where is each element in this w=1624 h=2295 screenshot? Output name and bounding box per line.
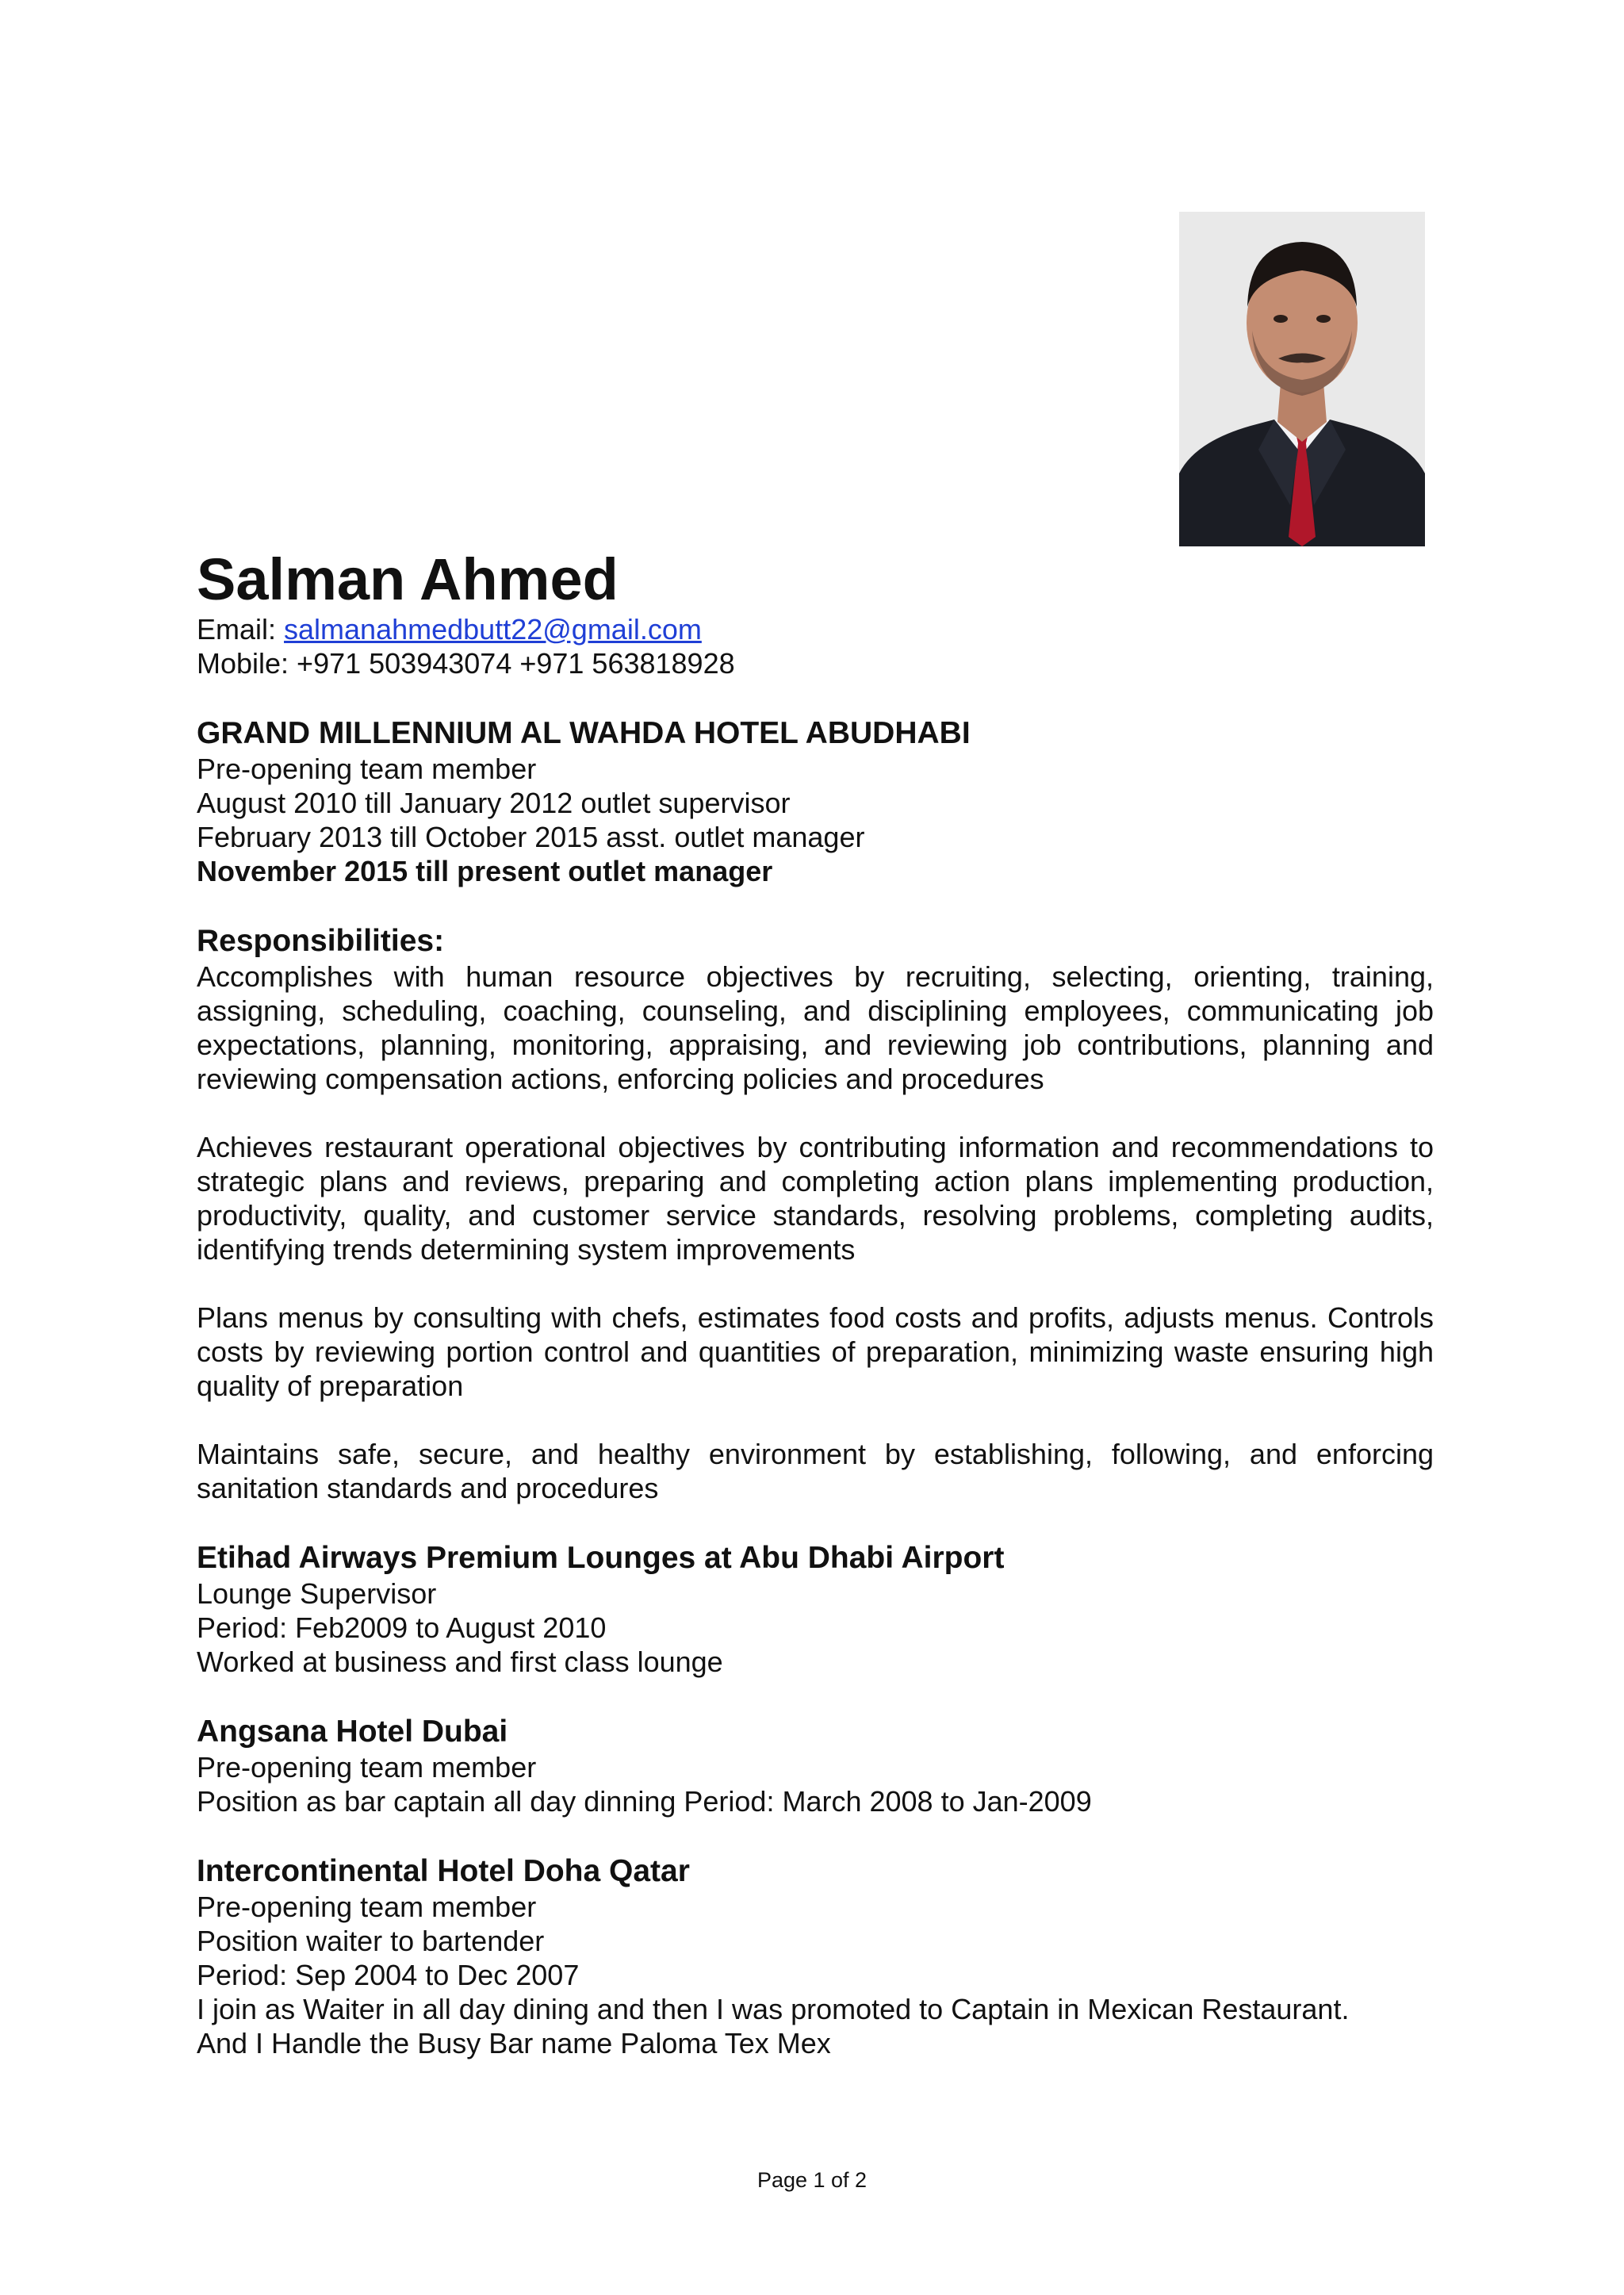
job-detail: Period: Sep 2004 to Dec 2007 — [197, 1959, 580, 1991]
email-line — [197, 612, 1434, 646]
spacer — [197, 1403, 1434, 1437]
spacer — [197, 1679, 1434, 1713]
spacer — [197, 1818, 1434, 1852]
job-detail: I join as Waiter in all day dining and then I was promoted to Captain in Mexican Restaurant. — [197, 1993, 1350, 2025]
job-heading-etihad: Etihad Airways Premium Lounges at Abu Dhabi Airport — [197, 1541, 1005, 1575]
responsibility-paragraph: Achieves restaurant operational objectives by contributing information and recommendations to strategic plans and reviews, preparing and completing action plans implementing production, productivity, quality, and customer service standards, resolving problems, completing audits, identifying trends determining system improvements — [197, 1131, 1434, 1266]
job-detail: Period: Feb2009 to August 2010 — [197, 1611, 607, 1644]
profile-photo — [1179, 212, 1425, 546]
responsibilities-heading: Responsibilities: — [197, 924, 445, 958]
spacer — [197, 1266, 1434, 1301]
job-detail: Worked at business and first class lounge — [197, 1646, 723, 1678]
spacer — [197, 1505, 1434, 1539]
job-current-position: November 2015 till present outlet manager — [197, 855, 773, 887]
email-label: Email: — [197, 613, 285, 646]
page-number: Page 1 of 2 — [756, 2168, 868, 2192]
job-heading-angsana: Angsana Hotel Dubai — [197, 1715, 508, 1749]
portrait-photo-icon — [1179, 212, 1425, 546]
job-detail: Pre-opening team member — [197, 753, 537, 785]
email-link[interactable]: salmanahmedbutt22@gmail.com — [284, 613, 702, 646]
job-detail: February 2013 till October 2015 asst. outlet manager — [197, 821, 865, 853]
job-detail: August 2010 till January 2012 outlet supervisor — [197, 787, 791, 819]
spacer — [197, 680, 1434, 715]
candidate-name: Salman Ahmed — [197, 546, 619, 612]
mobile-line: Mobile: +971 503943074 +971 563818928 — [197, 647, 735, 680]
job-heading-grand-millennium: GRAND MILLENNIUM AL WAHDA HOTEL ABUDHABI — [197, 716, 971, 750]
job-detail: Pre-opening team member — [197, 1751, 537, 1784]
job-detail: Lounge Supervisor — [197, 1577, 437, 1610]
job-heading-intercontinental: Intercontinental Hotel Doha Qatar — [197, 1854, 690, 1888]
job-detail: Position as bar captain all day dinning Period: March 2008 to Jan-2009 — [197, 1785, 1092, 1818]
responsibility-paragraph: Plans menus by consulting with chefs, estimates food costs and profits, adjusts menus. Controls costs by reviewing portion control and quantities of preparation, minimizing waste ensuring high quality of preparation — [197, 1301, 1434, 1402]
spacer — [197, 888, 1434, 922]
resume-body — [197, 612, 1434, 2060]
responsibility-paragraph: Accomplishes with human resource objectives by recruiting, selecting, orienting, training, assigning, scheduling, coaching, counseling, and disciplining employees, communicating job expectations, planning, monitoring, appraising, and reviewing job contributions, planning and reviewing compensation actions, enforcing policies and procedures — [197, 960, 1434, 1095]
job-detail: And I Handle the Busy Bar name Paloma Tex Mex — [197, 2027, 831, 2059]
job-detail: Position waiter to bartender — [197, 1925, 545, 1957]
responsibility-paragraph: Maintains safe, secure, and healthy environment by establishing, following, and enforcing sanitation standards and procedures — [197, 1438, 1434, 1504]
spacer — [197, 1096, 1434, 1130]
job-detail: Pre-opening team member — [197, 1891, 537, 1923]
